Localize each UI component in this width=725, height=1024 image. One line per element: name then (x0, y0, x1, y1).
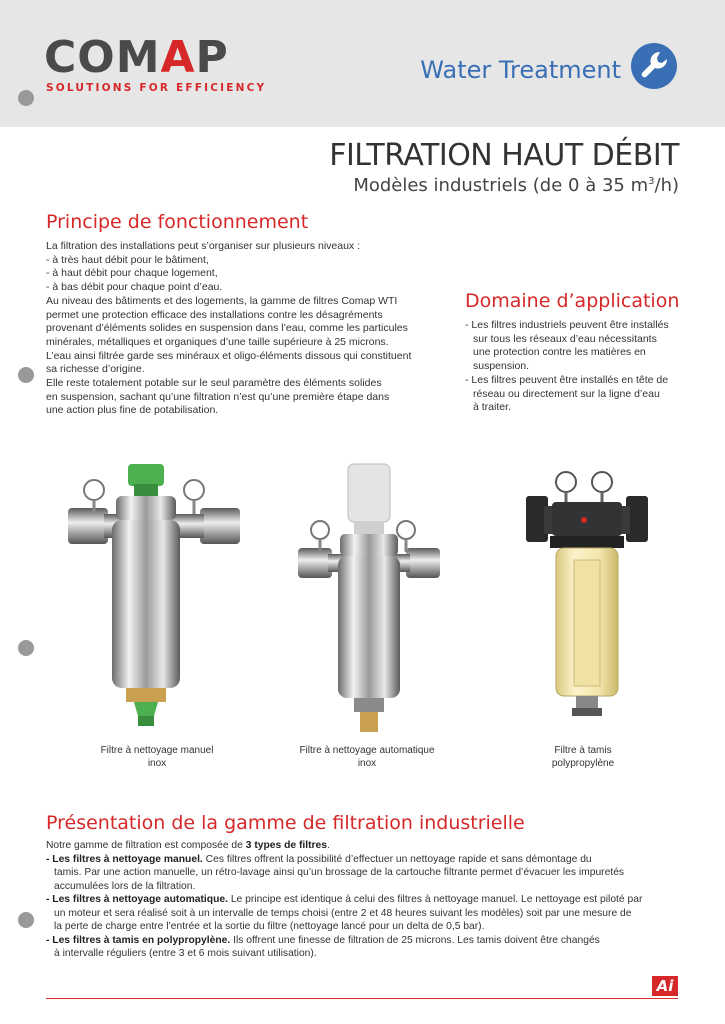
principe-body: La filtration des installations peut s’organiser sur plusieurs niveaux : - à très haut débit pour le bâtiment, - à haut débit pour chaque logement, - à bas débit pour chaque point d’eau. Au niveau des bâtiments et des logements, la gamme de filtres Comap WTI permet une protection efficace des installations contre les désagréments provenant d’éléments solides en suspension dans l’eau, comme les particules minérales, métalliques et organiques d’une taille supérieure à 25 microns. L’eau ainsi filtrée garde ses minéraux et oligo-éléments dissous qui constituent sa richesse d’origine. Elle reste totalement potable sur le seul paramètre des éléments solides en suspension, sachant qu’une filtration n’est qu’une première étape dans une action plus fine de potabilisation. (46, 240, 412, 417)
wrench-icon (630, 42, 678, 90)
product-caption-manual: Filtre à nettoyage manuel inox (100, 745, 214, 769)
domaine-body: - Les filtres industriels peuvent être installés sur tous les réseaux d’eau nécessitants une protection contre les matières en suspension. - Les filtres peuvent être installés en tête de réseau ou directement sur la ligne d’eau à traiter. (465, 319, 669, 414)
domaine-heading: Domaine d’application (465, 290, 680, 312)
polypropylene-filter-image (522, 468, 652, 738)
footer-divider (46, 998, 678, 999)
presentation-body: Notre gamme de filtration est composée de 3 types de filtres. - Les filtres à nettoyage manuel. Ces filtres offrent la possibilité d’effectuer un nettoyage rapide et sans démontage du tamis. Par une action manuelle, un rétro-lavage ainsi qu’un brossage de la cartouche filtrante permet d’évacuer les impuretés accumulées lors de la filtration. - Les filtres à nettoyage automatique. Le principe est identique à celui des filtres à nettoyage manuel. Le nettoyage est piloté par un moteur et sera réalisé soit à un intervalle de temps choisi (entre 2 et 48 heures suivant les modèles) soit par une mesure de la perte de charge entre l’entrée et la sortie du filtre (nettoyage lancé pour un delta de 0,5 bar). - Les filtres à tamis en polypropylène. Ils offrent une finesse de filtration de 25 microns. Les tamis doivent être changés à intervalle réguliers (entre 3 et 6 mois suivant utilisation). (46, 840, 643, 959)
page-subtitle: Modèles industriels (de 0 à 35 $m^3/h$) (353, 175, 679, 196)
comap-logo: COMAP (44, 32, 229, 83)
principe-heading: Principe de fonctionnement (46, 211, 309, 233)
product-caption-polypropylene: Filtre à tamis polypropylène (551, 745, 615, 769)
binder-hole (18, 912, 34, 928)
manual-filter-image (64, 462, 244, 732)
logo-tagline: SOLUTIONS FOR EFFICIENCY (46, 82, 267, 94)
automatic-filter-image (294, 462, 444, 737)
ai-logo: Ai (652, 976, 678, 996)
page-header (0, 0, 725, 127)
binder-hole (18, 367, 34, 383)
section-title: Water Treatment (420, 56, 621, 84)
product-caption-automatic: Filtre à nettoyage automatique inox (299, 745, 435, 769)
page-title: FILTRATION HAUT DÉBIT (329, 138, 679, 173)
presentation-heading: Présentation de la gamme de filtration industrielle (46, 812, 525, 834)
binder-hole (18, 640, 34, 656)
binder-hole (18, 90, 34, 106)
